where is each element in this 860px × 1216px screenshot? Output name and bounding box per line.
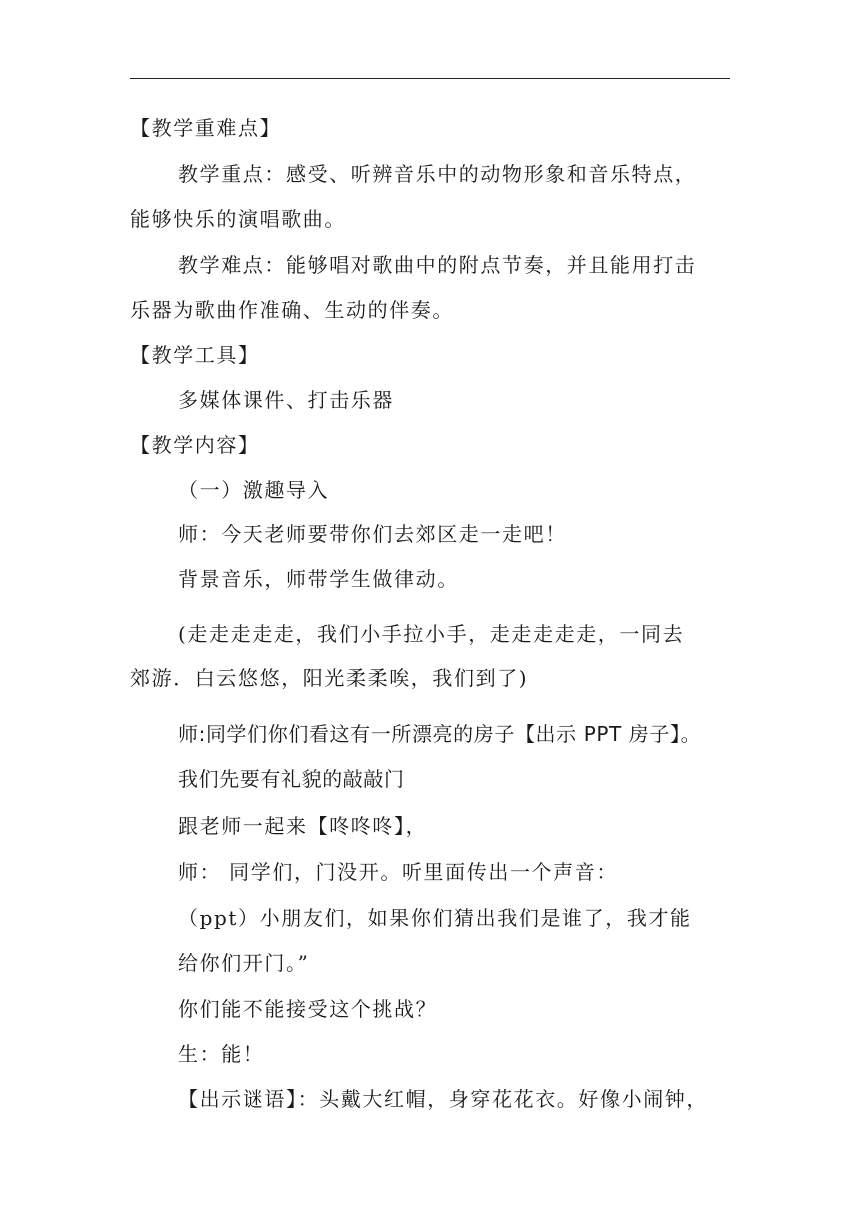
difficulty-line-2: 乐器为歌曲作准确、生动的伴奏。 <box>130 298 454 322</box>
paragraph-line: 师:同学们你们看这有一所漂亮的房子【出示 PPT 房子】。 <box>178 722 702 746</box>
paragraph-line: 师：今天老师要带你们去郊区走一走吧！ <box>178 522 567 546</box>
paragraph-line: 你们能不能接受这个挑战？ <box>178 997 438 1021</box>
key-point-line-1: 教学重点：感受、听辨音乐中的动物形象和音乐特点， <box>178 162 697 186</box>
difficulty-line-1: 教学难点：能够唱对歌曲中的附点节奏，并且能用打击 <box>178 253 697 277</box>
paragraph-line: 我们先要有礼貌的敲敲门 <box>178 767 405 791</box>
heading-key-points: 【教学重难点】 <box>130 116 282 140</box>
paragraph-line: 跟老师一起来【咚咚咚】， <box>178 814 428 838</box>
subheading-intro: （一）激趣导入 <box>178 478 330 502</box>
paragraph-line: 郊游．白云悠悠，阳光柔柔唉，我们到了) <box>130 666 529 690</box>
heading-content: 【教学内容】 <box>130 433 260 457</box>
header-rule <box>130 78 730 79</box>
paragraph-line: （ppt）小朋友们，如果你们猜出我们是谁了，我才能 <box>178 906 692 930</box>
key-point-line-2: 能够快乐的演唱歌曲。 <box>130 207 346 231</box>
heading-tools: 【教学工具】 <box>130 343 260 367</box>
paragraph-line: 给你们开门。” <box>178 951 310 975</box>
paragraph-line: 师： 同学们，门没开。听里面传出一个声音： <box>178 860 618 884</box>
paragraph-line: 生：能！ <box>178 1042 265 1066</box>
tools-content: 多媒体课件、打击乐器 <box>178 388 394 412</box>
paragraph-line: (走走走走走，我们小手拉小手，走走走走走，一同去 <box>178 622 685 646</box>
paragraph-line: 背景音乐，师带学生做律动。 <box>178 567 459 591</box>
paragraph-line: 【出示谜语】：头戴大红帽，身穿花花衣。好像小闹钟， <box>178 1087 708 1111</box>
